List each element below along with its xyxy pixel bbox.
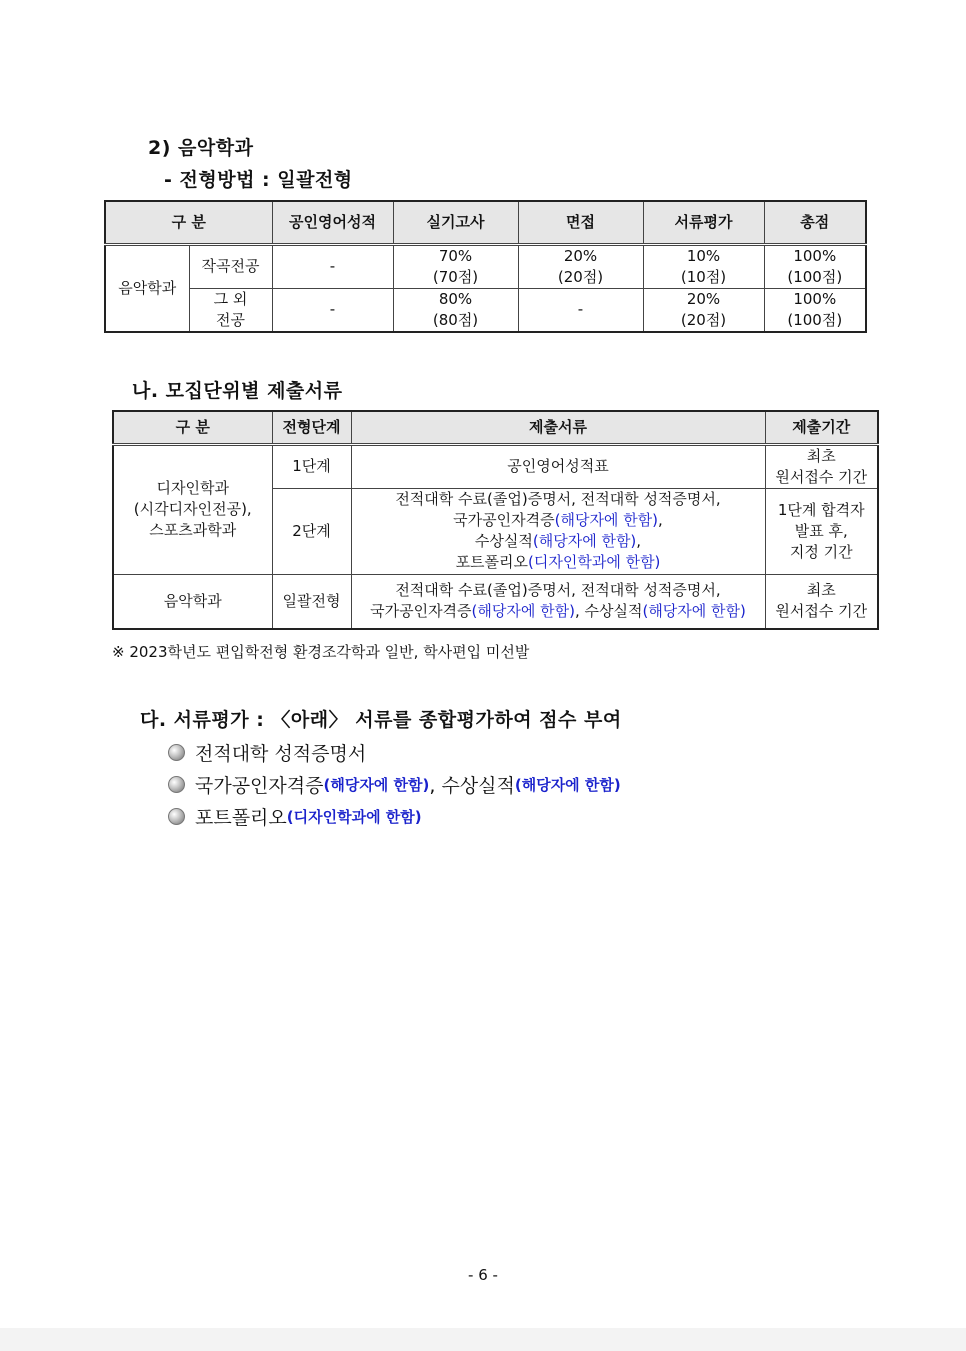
header-category: 구 분 bbox=[105, 201, 272, 244]
list-item: 전적대학 성적증명서 bbox=[168, 736, 621, 768]
dept-cell: 음악학과 bbox=[105, 244, 189, 332]
documents-section-heading: 나. 모집단위별 제출서류 bbox=[132, 380, 343, 402]
bullet-icon bbox=[168, 808, 185, 825]
music-period: 최초 원서접수 기간 bbox=[765, 574, 878, 629]
header-stage: 전형단계 bbox=[272, 411, 351, 444]
practical-value: 80% (80점) bbox=[393, 288, 518, 332]
music-evaluation-table bbox=[104, 200, 867, 333]
english-value: - bbox=[272, 244, 393, 288]
documents-value: 10% (10점) bbox=[643, 244, 764, 288]
bullet-icon bbox=[168, 744, 185, 761]
page-number: - 6 - bbox=[468, 1266, 498, 1284]
evaluation-section-heading: 다. 서류평가 : 〈아래〉 서류를 종합평가하여 점수 부여 bbox=[140, 709, 622, 731]
interview-value: - bbox=[518, 288, 643, 332]
header-english: 공인영어성적 bbox=[272, 201, 393, 244]
stage2-period: 1단계 합격자 발표 후, 지정 기간 bbox=[765, 488, 878, 574]
header-documents: 제출서류 bbox=[351, 411, 765, 444]
interview-value: 20% (20점) bbox=[518, 244, 643, 288]
total-value: 100% (100점) bbox=[764, 244, 866, 288]
dept-music: 음악학과 bbox=[113, 574, 272, 629]
selection-method-label: - 전형방법 : 일괄전형 bbox=[164, 169, 353, 191]
practical-value: 70% (70점) bbox=[393, 244, 518, 288]
required-documents-table bbox=[112, 410, 879, 630]
header-practical: 실기고사 bbox=[393, 201, 518, 244]
major-other: 그 외 전공 bbox=[189, 288, 272, 332]
stage-single: 일괄전형 bbox=[272, 574, 351, 629]
stage2-docs: 전적대학 수료(졸업)증명서, 전적대학 성적증명서, 국가공인자격증(해당자에 한함), 수상실적(해당자에 한함), 포트폴리오(디자인학과에 한함) bbox=[351, 488, 765, 574]
english-value: - bbox=[272, 288, 393, 332]
evaluation-bullet-list bbox=[168, 736, 621, 832]
dept-design-sports: 디자인학과 (시각디자인전공), 스포츠과학과 bbox=[113, 444, 272, 574]
total-value: 100% (100점) bbox=[764, 288, 866, 332]
header-interview: 면접 bbox=[518, 201, 643, 244]
header-category: 구 분 bbox=[113, 411, 272, 444]
list-item: 국가공인자격증 (해당자에 한함) , 수상실적 (해당자에 한함) bbox=[168, 768, 621, 800]
header-documents: 서류평가 bbox=[643, 201, 764, 244]
header-total: 총점 bbox=[764, 201, 866, 244]
header-period: 제출기간 bbox=[765, 411, 878, 444]
page-footer-shade bbox=[0, 1328, 966, 1351]
music-docs: 전적대학 수료(졸업)증명서, 전적대학 성적증명서, 국가공인자격증(해당자에 한함), 수상실적(해당자에 한함) bbox=[351, 574, 765, 629]
major-composition: 작곡전공 bbox=[189, 244, 272, 288]
stage1-period: 최초 원서접수 기간 bbox=[765, 444, 878, 488]
stage1-docs: 공인영어성적표 bbox=[351, 444, 765, 488]
list-item: 포트폴리오 (디자인학과에 한함) bbox=[168, 800, 621, 832]
bullet-icon bbox=[168, 776, 185, 793]
stage-1: 1단계 bbox=[272, 444, 351, 488]
footnote: ※ 2023학년도 편입학전형 환경조각학과 일반, 학사편입 미선발 bbox=[112, 643, 530, 661]
documents-value: 20% (20점) bbox=[643, 288, 764, 332]
stage-2: 2단계 bbox=[272, 488, 351, 574]
music-section-heading: 2) 음악학과 bbox=[148, 137, 254, 159]
